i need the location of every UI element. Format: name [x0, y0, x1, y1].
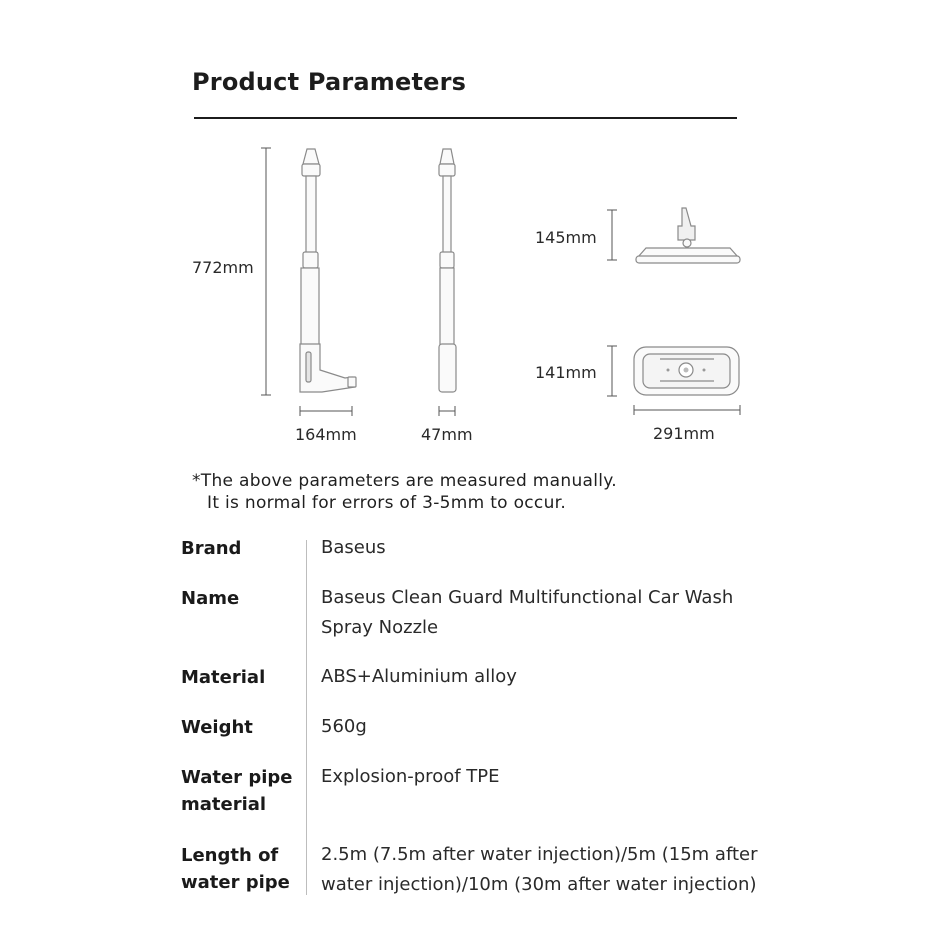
dimension-brush-height: 145mm: [535, 228, 597, 247]
spec-label-water-pipe-length: Length of water pipe: [181, 845, 290, 893]
page-title: Product Parameters: [192, 68, 467, 96]
brush-width-marker: [634, 405, 740, 415]
measurement-note: [192, 470, 617, 514]
spec-label-name: Name: [181, 588, 240, 609]
spec-label-material: Material: [181, 667, 266, 688]
spec-label-brand: Brand: [181, 538, 242, 559]
brush-depth-marker: [607, 346, 617, 396]
title-divider: [194, 117, 737, 119]
pole-width-marker: [439, 406, 455, 416]
spec-table-divider: [306, 540, 307, 895]
pole-illustration: [439, 149, 456, 392]
spec-value-material: ABS+Aluminium alloy: [321, 666, 517, 687]
spec-label-weight: Weight: [181, 717, 253, 738]
spec-value-brand: Baseus: [321, 537, 386, 558]
dimension-total-length: 772mm: [192, 258, 254, 277]
spec-value-water-pipe-length: 2.5m (7.5m after water injection)/5m (15m after water injection)/10m (30m after water injection): [321, 844, 758, 895]
brush-top-illustration: [634, 347, 739, 395]
dimension-pole-width: 47mm: [421, 425, 473, 444]
dimension-brush-depth: 141mm: [535, 363, 597, 382]
brush-side-illustration: [636, 208, 740, 263]
dimension-brush-width: 291mm: [653, 424, 715, 443]
spec-value-name: Baseus Clean Guard Multifunctional Car Wash Spray Nozzle: [321, 587, 734, 638]
spec-value-water-pipe-material: Explosion-proof TPE: [321, 766, 500, 787]
nozzle-width-marker: [300, 406, 352, 416]
spec-value-weight: 560g: [321, 716, 367, 737]
spray-gun-illustration: [300, 149, 356, 392]
measurement-note-line2: It is normal for errors of 3-5mm to occur.: [207, 493, 567, 513]
spec-label-water-pipe-material: Water pipe material: [181, 767, 293, 815]
dimension-nozzle-width: 164mm: [295, 425, 357, 444]
measurement-note-line1: *The above parameters are measured manually.: [192, 471, 617, 491]
brush-height-marker: [607, 210, 617, 260]
length-dimension-marker: [261, 148, 271, 395]
product-dimension-figure: [0, 130, 930, 460]
